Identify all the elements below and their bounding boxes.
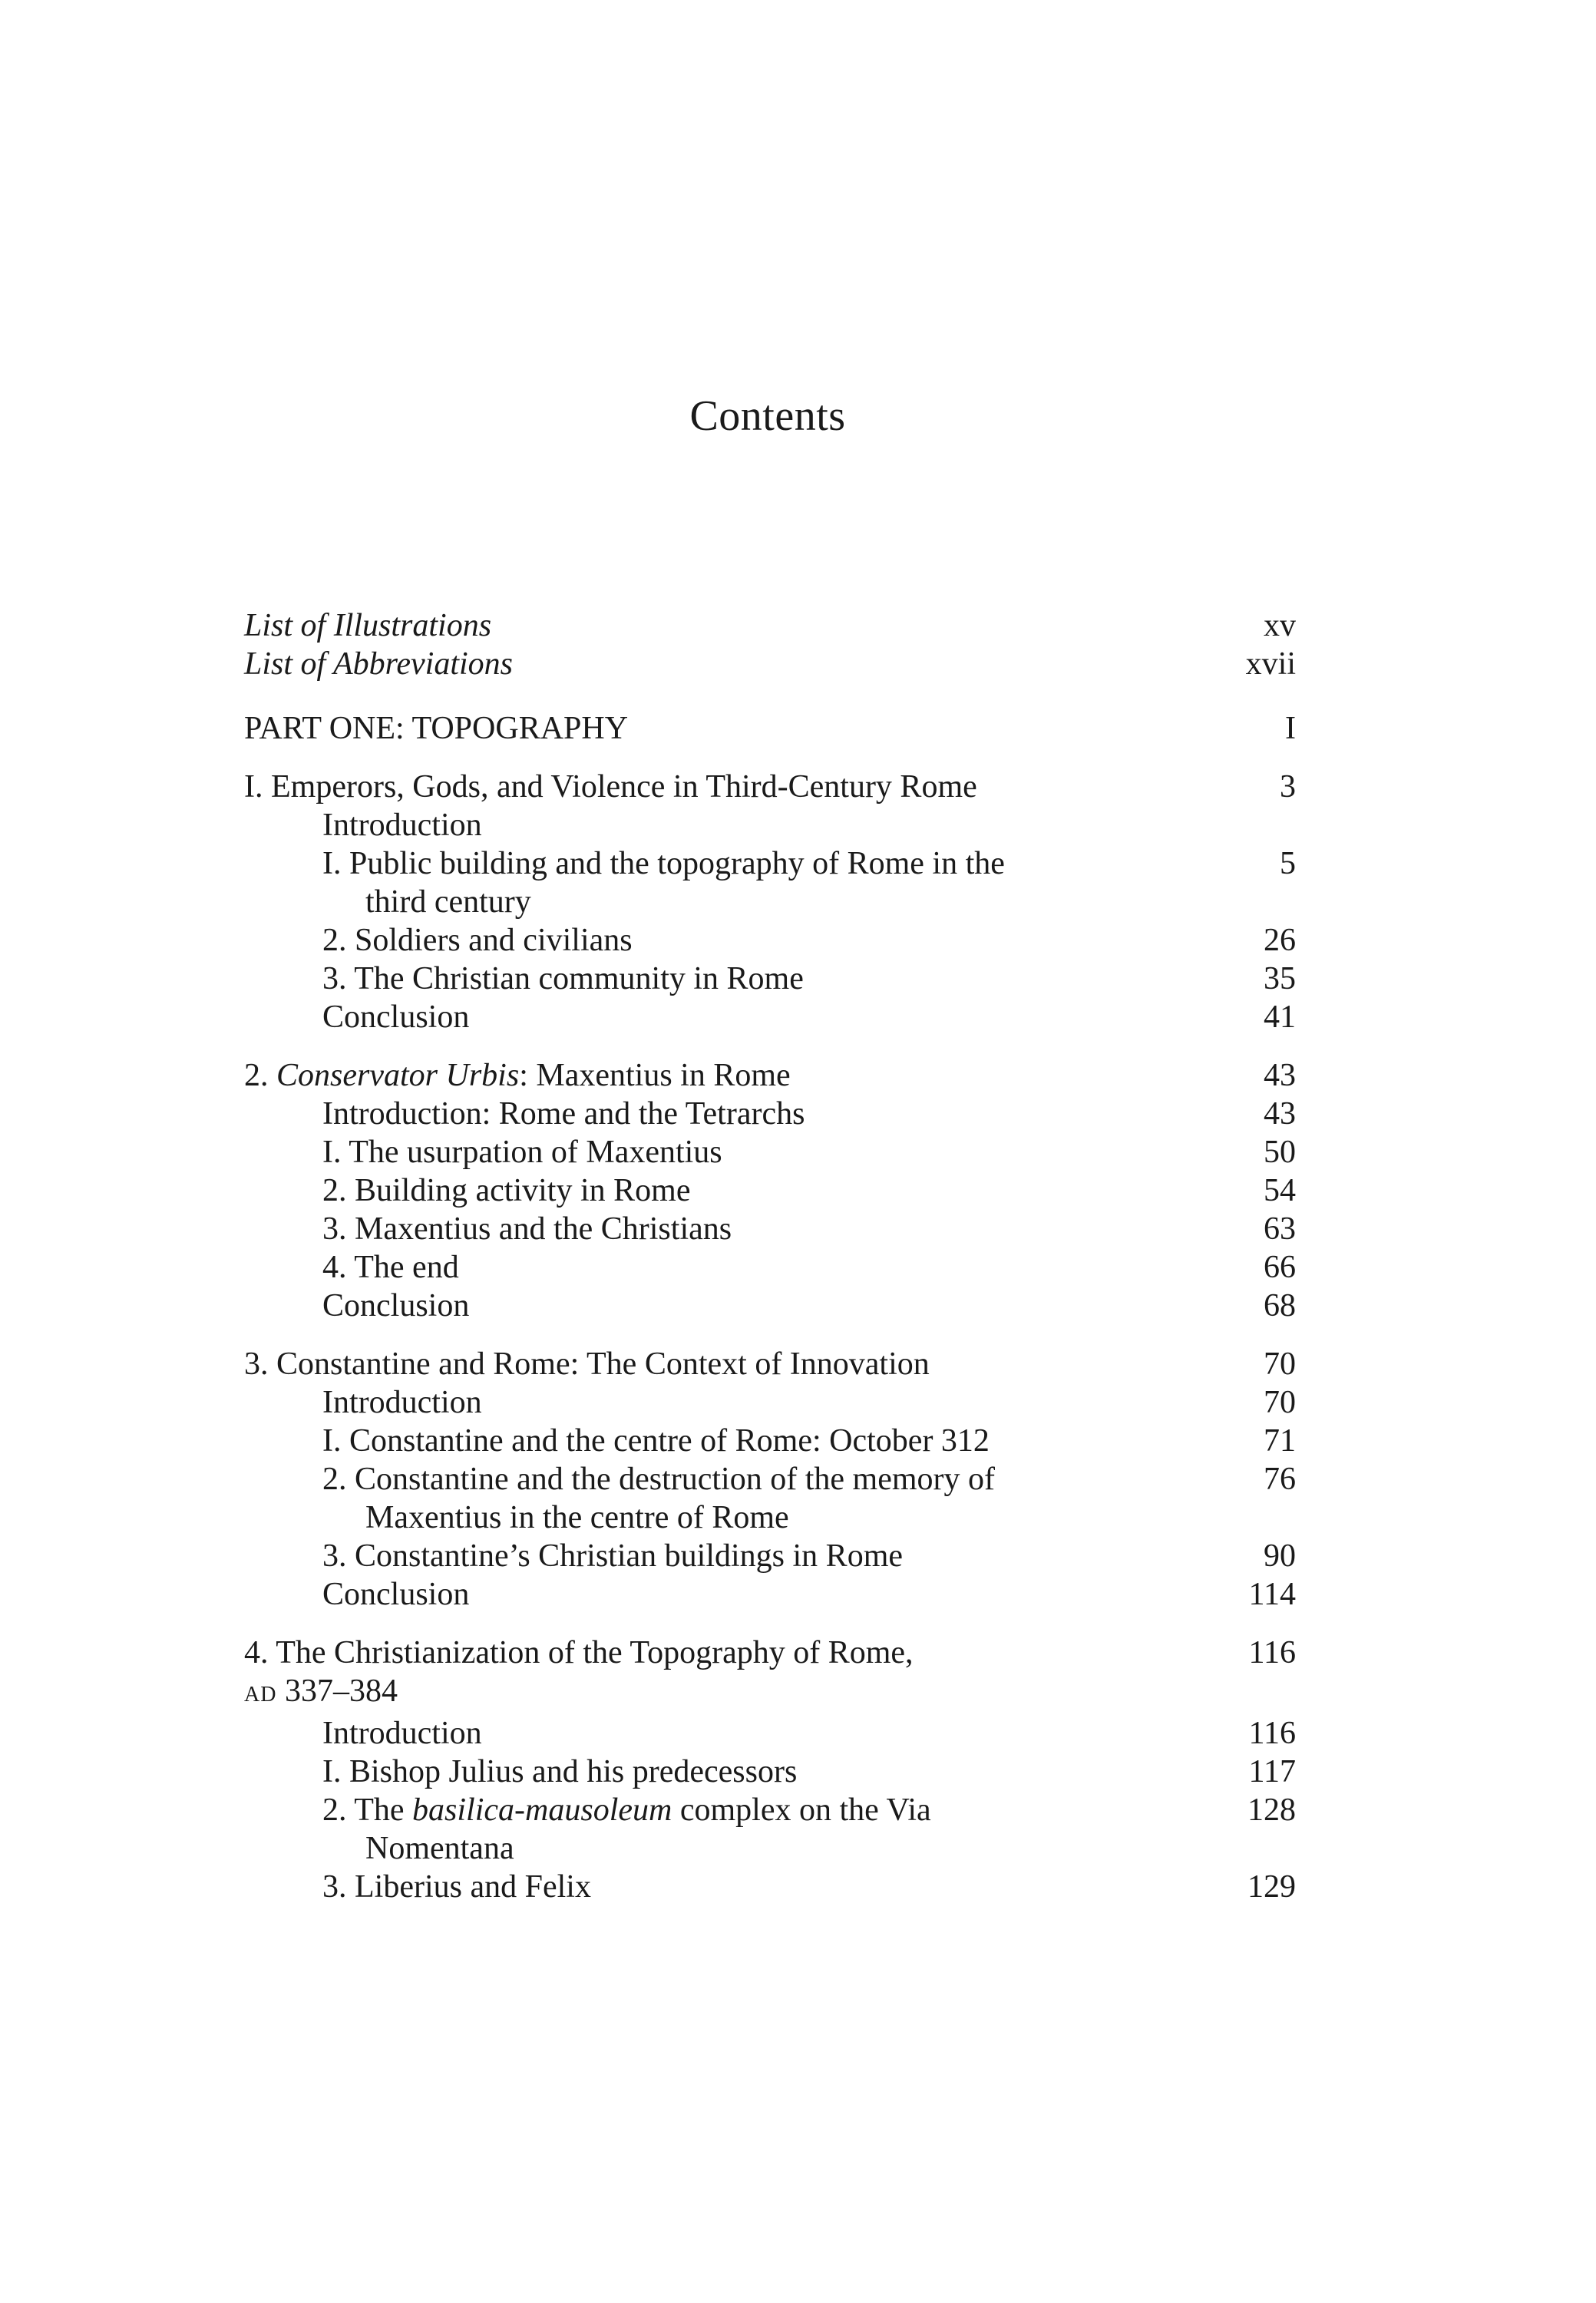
entry-page: 70 — [1264, 1385, 1296, 1420]
section-title: The usurpation of Maxentius — [349, 1135, 722, 1170]
toc-section-conclusion[interactable] — [244, 1287, 1296, 1325]
toc-section[interactable] — [244, 960, 1296, 998]
entry-page: 116 — [1248, 1716, 1296, 1751]
section-title: Conclusion — [322, 1288, 470, 1323]
entry-page: 71 — [1264, 1423, 1296, 1459]
chapter-number: 2. — [244, 1058, 269, 1093]
toc-entry-list-of-illustrations[interactable] — [244, 606, 1296, 645]
section-title: Introduction: Rome and the Tetrarchs — [322, 1096, 805, 1132]
section-title: Conclusion — [322, 1000, 470, 1035]
section-title: Introduction — [322, 1385, 482, 1420]
section-title: Conclusion — [322, 1577, 470, 1612]
toc-section[interactable] — [244, 1422, 1296, 1460]
section-title: Introduction — [322, 808, 482, 843]
toc-section[interactable] — [244, 1537, 1296, 1575]
toc-section-conclusion[interactable] — [244, 1575, 1296, 1614]
entry-page: 128 — [1247, 1793, 1296, 1828]
chapter-title: Emperors, Gods, and Violence in Third-Century Rome — [271, 769, 977, 805]
section-number: 3. — [322, 961, 347, 996]
chapter-title: : Maxentius in Rome — [519, 1058, 791, 1093]
section-title: Maxentius and the Christians — [355, 1211, 732, 1247]
entry-page: 90 — [1264, 1538, 1296, 1574]
toc-chapter-3[interactable] — [244, 1345, 1296, 1383]
toc-section[interactable] — [244, 1248, 1296, 1287]
entry-page: 117 — [1248, 1754, 1296, 1789]
toc-section[interactable] — [244, 844, 1296, 921]
chapter-title-era: AD — [244, 1683, 277, 1707]
section-number: 2. — [322, 1173, 347, 1208]
entry-page: 43 — [1264, 1058, 1296, 1093]
toc-section[interactable] — [244, 1210, 1296, 1248]
entry-page: 50 — [1264, 1135, 1296, 1170]
chapter-title-italic: Conservator Urbis — [276, 1058, 520, 1093]
section-number: 2. — [322, 1462, 347, 1497]
entry-page: 26 — [1264, 923, 1296, 958]
section-number: 4. — [322, 1250, 347, 1285]
chapter-title: The Christianization of the Topography of Rome, — [276, 1635, 914, 1670]
entry-page: I — [1285, 711, 1296, 746]
part-title: PART ONE: TOPOGRAPHY — [244, 711, 629, 746]
toc-section[interactable] — [244, 1791, 1296, 1868]
section-title: The Christian community in Rome — [354, 961, 804, 996]
entry-page: xv — [1264, 608, 1296, 643]
entry-page: 5 — [1280, 846, 1296, 881]
section-number: 2. — [322, 1793, 347, 1828]
toc-section[interactable] — [244, 1460, 1296, 1537]
entry-page: 68 — [1264, 1288, 1296, 1323]
toc-section-conclusion[interactable] — [244, 998, 1296, 1036]
section-number: 3. — [322, 1211, 347, 1247]
section-title: Public building and the topography of Rome in the — [349, 846, 1005, 881]
section-title: Soldiers and civilians — [355, 923, 633, 958]
chapter-title: Constantine and Rome: The Context of Innovation — [276, 1346, 930, 1382]
toc-chapter-1[interactable] — [244, 768, 1296, 806]
entry-page: 66 — [1264, 1250, 1296, 1285]
section-title: Building activity in Rome — [355, 1173, 691, 1208]
chapter-number: 4. — [244, 1635, 269, 1670]
section-number: I. — [322, 846, 342, 881]
entry-page: 54 — [1264, 1173, 1296, 1208]
toc-section[interactable] — [244, 1868, 1296, 1906]
toc-section-intro[interactable] — [244, 1095, 1296, 1133]
entry-page: 41 — [1264, 1000, 1296, 1035]
chapter-title-years: 337–384 — [284, 1674, 398, 1709]
chapter-number: I. — [244, 769, 263, 805]
section-title-italic: basilica-mausoleum — [412, 1793, 672, 1828]
section-title-continued: third century — [365, 884, 531, 920]
section-title-continued: Nomentana — [365, 1831, 514, 1866]
entry-title: List of Illustrations — [244, 608, 492, 643]
section-number: I. — [322, 1754, 342, 1789]
section-title: Introduction — [322, 1716, 482, 1751]
entry-title: List of Abbreviations — [244, 646, 514, 682]
section-number: I. — [322, 1423, 342, 1459]
section-number: 2. — [322, 923, 347, 958]
section-title: Constantine and the destruction of the memory of — [355, 1462, 995, 1497]
page-title: Contents — [689, 392, 846, 440]
entry-page: 70 — [1264, 1346, 1296, 1382]
entry-page: xvii — [1245, 646, 1296, 682]
section-title: Constantine’s Christian buildings in Rome — [355, 1538, 903, 1574]
toc-part-one[interactable] — [244, 709, 1296, 748]
section-title: Constantine and the centre of Rome: October 312 — [349, 1423, 990, 1459]
section-number: I. — [322, 1135, 342, 1170]
toc-chapter-2[interactable] — [244, 1056, 1296, 1095]
toc-section-intro[interactable] — [244, 806, 1296, 844]
toc-section-intro[interactable] — [244, 1714, 1296, 1753]
toc-section[interactable] — [244, 1753, 1296, 1791]
entry-page: 76 — [1264, 1462, 1296, 1497]
toc-section[interactable] — [244, 921, 1296, 960]
section-title-continued: Maxentius in the centre of Rome — [365, 1500, 789, 1535]
chapter-number: 3. — [244, 1346, 269, 1382]
section-title: Liberius and Felix — [355, 1869, 591, 1905]
section-title: Bishop Julius and his predecessors — [349, 1754, 798, 1789]
entry-page: 129 — [1247, 1869, 1296, 1905]
entry-page: 3 — [1280, 769, 1296, 805]
section-number: 3. — [322, 1869, 347, 1905]
toc-section[interactable] — [244, 1171, 1296, 1210]
entry-page: 116 — [1248, 1635, 1296, 1670]
entry-page: 43 — [1264, 1096, 1296, 1132]
section-title: The end — [354, 1250, 459, 1285]
entry-page: 35 — [1264, 961, 1296, 996]
entry-page: 63 — [1264, 1211, 1296, 1247]
section-title-rest: complex on the Via — [672, 1793, 931, 1828]
section-title: The — [354, 1793, 413, 1828]
toc-entry-list-of-abbreviations[interactable] — [244, 645, 1296, 683]
table-of-contents — [244, 606, 1296, 1906]
toc-section-intro[interactable] — [244, 1383, 1296, 1422]
section-number: 3. — [322, 1538, 347, 1574]
toc-section[interactable] — [244, 1133, 1296, 1171]
entry-page: 114 — [1248, 1577, 1296, 1612]
toc-chapter-4[interactable] — [244, 1634, 1296, 1714]
